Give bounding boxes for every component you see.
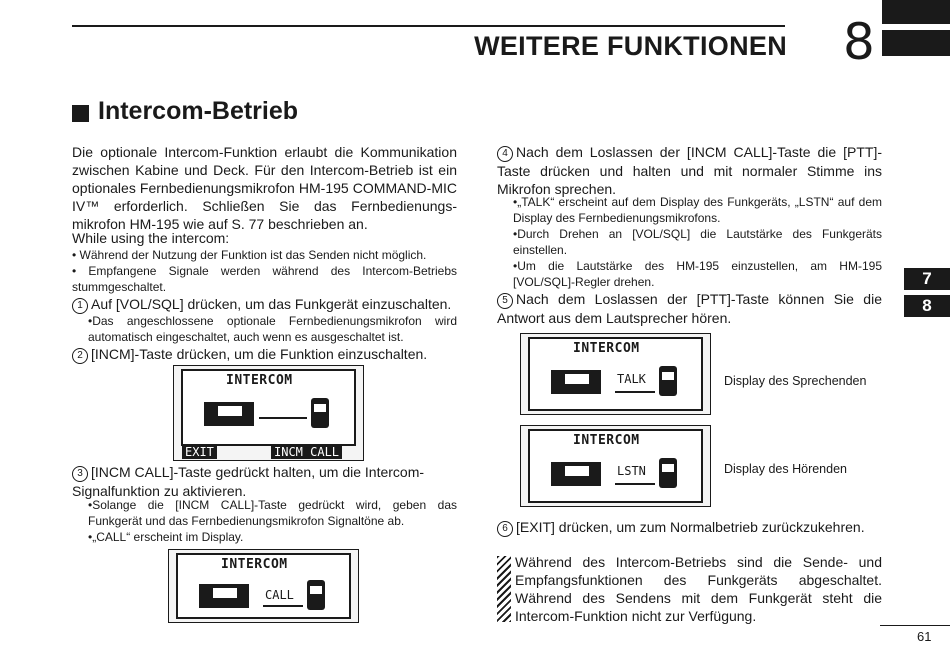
- step-text: [INCM CALL]-Taste gedrückt halten, um die Intercom-Signalfunktion zu aktivieren.: [72, 464, 425, 499]
- step-bullet: •„CALL“ erscheint im Display.: [88, 530, 244, 544]
- step-bullet: •Solange die [INCM CALL]-Taste gedrückt wird, geben das Funkgerät und das Fernbedienungsmikrofon Signaltöne ab.: [88, 498, 457, 528]
- page-number: 61: [917, 629, 932, 644]
- header-bar-bottom: [882, 30, 950, 56]
- intercom-display-talk: [520, 333, 711, 415]
- step-number: 1: [72, 298, 88, 314]
- caption-listener: Display des Hörenden: [724, 462, 847, 476]
- step-bullet: •„TALK“ erscheint auf dem Display des Funkgeräts, „LSTN“ auf dem Display des Fernbedienungsmikrofons.: [513, 195, 882, 225]
- intercom-display-incm: [173, 365, 364, 461]
- radio-to-mic-icon: [204, 396, 334, 432]
- step-text: [EXIT] drücken, um zum Normalbetrieb zurückzukehren.: [516, 519, 865, 535]
- note-hatch-icon: [497, 556, 511, 622]
- header-rule: [72, 25, 785, 27]
- lcd-title: INTERCOM: [573, 433, 640, 448]
- step-text: [INCM]-Taste drücken, um die Funktion einzuschalten.: [91, 346, 428, 362]
- caption-speaker: Display des Sprechenden: [724, 374, 867, 388]
- step-number: 4: [497, 146, 513, 162]
- while-using-line: While using the intercom:: [72, 230, 230, 246]
- tab-chapter-8[interactable]: 8: [904, 295, 950, 317]
- section-title: Intercom-Betrieb: [98, 97, 299, 125]
- step-number: 2: [72, 348, 88, 364]
- header-bar-top: [882, 0, 950, 24]
- step-text: Nach dem Loslassen der [PTT]-Taste können Sie die Antwort aus dem Lautsprecher hören.: [497, 291, 882, 326]
- note-text: Während des Intercom-Betriebs sind die Sende- und Empfangsfunktionen des Funkgeräts abgeschaltet. Während des Sendens mit dem Funkgerät steht die Intercom-Funktion nicht zur Verfügung.: [515, 554, 882, 624]
- step-text: Nach dem Loslassen der [INCM CALL]-Taste die [PTT]-Taste drücken und halten und mit normaler Stimme ins Mikrofon sprechen.: [497, 144, 882, 197]
- intro-bullet: • Während der Nutzung der Funktion ist das Senden nicht möglich.: [72, 248, 427, 262]
- step-bullet: •Durch Drehen an [VOL/SQL] die Lautstärke des Funkgeräts einstellen.: [513, 227, 882, 257]
- step-text: Auf [VOL/SQL] drücken, um das Funkgerät einzuschalten.: [91, 296, 452, 312]
- step-bullet: •Das angeschlossene optionale Fernbedienungsmikrofon wird automatisch eingeschaltet, auch wenn es ausgeschaltet ist.: [88, 314, 457, 344]
- footer-rule: [880, 625, 950, 626]
- lcd-title: INTERCOM: [221, 557, 288, 572]
- talk-label: TALK: [617, 372, 646, 386]
- step-number: 6: [497, 521, 513, 537]
- tab-chapter-7[interactable]: 7: [904, 268, 950, 290]
- step-4: [497, 143, 882, 198]
- step-5: [497, 290, 882, 327]
- section-square-icon: [72, 105, 89, 122]
- incm-call-softkey[interactable]: INCM CALL: [271, 445, 342, 459]
- step-3: [72, 463, 457, 500]
- lcd-title: INTERCOM: [226, 373, 293, 388]
- exit-softkey[interactable]: EXIT: [182, 445, 217, 459]
- call-label: CALL: [265, 588, 294, 602]
- step-number: 5: [497, 293, 513, 309]
- intro-bullet: • Empfangene Signale werden während des Intercom-Betriebs stummgeschaltet.: [72, 264, 457, 294]
- lcd-title: INTERCOM: [573, 341, 640, 356]
- step-1: [72, 295, 457, 314]
- chapter-title: WEITERE FUNKTIONEN: [474, 31, 787, 61]
- intercom-display-lstn: [520, 425, 711, 507]
- chapter-number: 8: [843, 13, 875, 71]
- step-bullet: •Um die Lautstärke des HM-195 einzustellen, am HM-195 [VOL/SQL]-Regler drehen.: [513, 259, 882, 289]
- intercom-display-call: [168, 549, 359, 623]
- lstn-label: LSTN: [617, 464, 646, 478]
- intro-paragraph: Die optionale Intercom-Funktion erlaubt die Kommunikation zwischen Kabine und Deck. Für den Intercom-Betrieb ist ein optionales Fernbedienungsmikrofon HM-195 COMMAND-MIC IV™ erforderlich. Schließen Sie das Fernbedienungs-mikrofon HM-195 wie auf S. 77 beschrieben an.: [72, 144, 457, 232]
- step-2: [72, 345, 457, 364]
- step-number: 3: [72, 466, 88, 482]
- step-6: [497, 518, 882, 537]
